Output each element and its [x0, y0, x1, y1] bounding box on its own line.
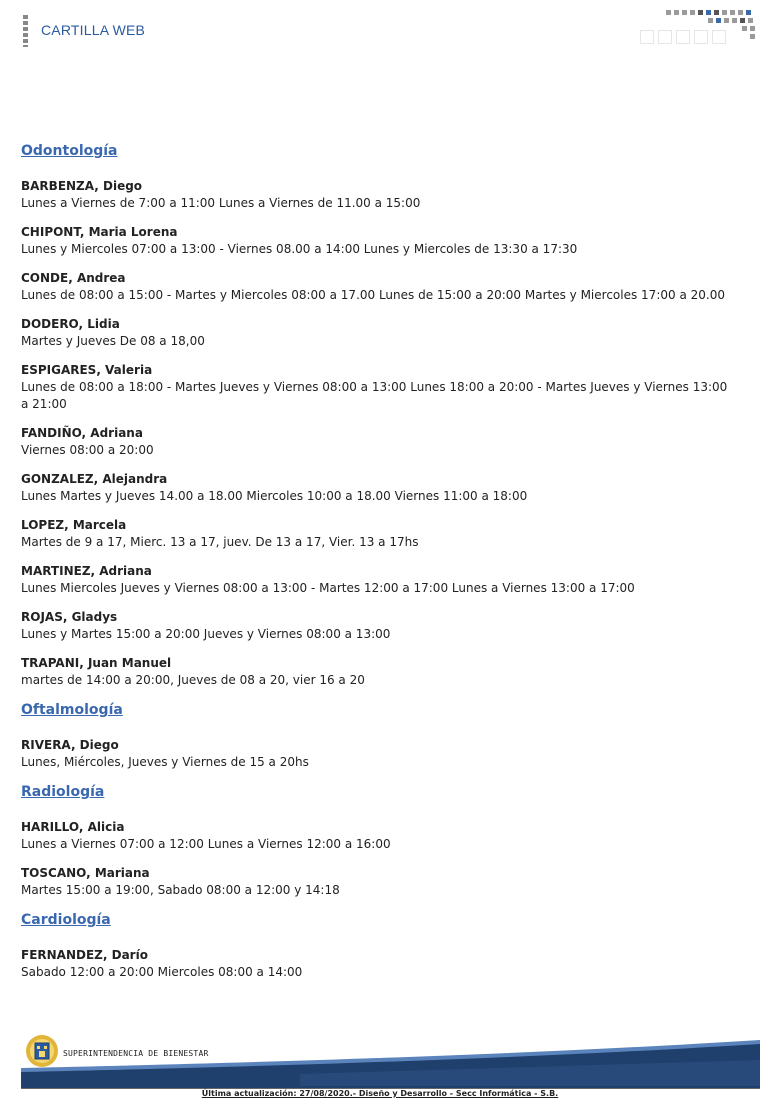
provider-entry — [21, 819, 736, 853]
provider-schedule: Lunes de 08:00 a 15:00 - Martes y Miercoles 08:00 a 17.00 Lunes de 15:00 a 20:00 Martes y Miercoles 17:00 a 20.00 — [21, 288, 725, 302]
specialty-title[interactable]: Radiología — [21, 784, 105, 800]
provider-list — [21, 178, 736, 689]
provider-schedule: Lunes a Viernes 07:00 a 12:00 Lunes a Viernes 12:00 a 16:00 — [21, 837, 391, 851]
specialty-title[interactable]: Cardiología — [21, 912, 111, 928]
provider-name: TOSCANO, Mariana — [21, 866, 150, 880]
provider-name: RIVERA, Diego — [21, 738, 119, 752]
provider-entry — [21, 517, 736, 551]
provider-schedule: Lunes de 08:00 a 18:00 - Martes Jueves y Viernes 08:00 a 13:00 Lunes 18:00 a 20:00 - Martes Jueves y Viernes 13:00 a 21:00 — [21, 380, 728, 411]
provider-name: CHIPONT, Maria Lorena — [21, 225, 178, 239]
provider-schedule: Lunes Miercoles Jueves y Viernes 08:00 a 13:00 - Martes 12:00 a 17:00 Lunes a Viernes 13:00 a 17:00 — [21, 581, 635, 595]
provider-schedule: Lunes Martes y Jueves 14.00 a 18.00 Miercoles 10:00 a 18.00 Viernes 11:00 a 18:00 — [21, 489, 528, 503]
provider-name: HARILLO, Alicia — [21, 820, 125, 834]
provider-schedule: Lunes, Miércoles, Jueves y Viernes de 15 a 20hs — [21, 755, 309, 769]
page-footer — [0, 1030, 760, 1102]
provider-entry — [21, 471, 736, 505]
provider-schedule: Sabado 12:00 a 20:00 Miercoles 08:00 a 14:00 — [21, 965, 303, 979]
provider-name: FERNANDEZ, Darío — [21, 948, 148, 962]
page-header — [0, 0, 760, 60]
last-updated-text: Última actualización: 27/08/2020.- Diseño y Desarrollo - Secc Informática - S.B. — [201, 1089, 559, 1098]
provider-name: GONZALEZ, Alejandra — [21, 472, 168, 486]
provider-name: BARBENZA, Diego — [21, 179, 143, 193]
provider-entry — [21, 270, 736, 304]
directory-content — [21, 140, 736, 993]
provider-schedule: Viernes 08:00 a 20:00 — [21, 443, 154, 457]
provider-entry — [21, 178, 736, 212]
provider-schedule: Martes 15:00 a 19:00, Sabado 08:00 a 12:00 y 14:18 — [21, 883, 340, 897]
provider-name: ESPIGARES, Valeria — [21, 363, 153, 377]
provider-name: TRAPANI, Juan Manuel — [21, 656, 172, 670]
provider-entry — [21, 655, 736, 689]
provider-schedule: Lunes a Viernes de 7:00 a 11:00 Lunes a Viernes de 11.00 a 15:00 — [21, 196, 421, 210]
provider-schedule: Lunes y Miercoles 07:00 a 13:00 - Viernes 08.00 a 14:00 Lunes y Miercoles de 13:30 a 17:30 — [21, 242, 578, 256]
provider-list — [21, 737, 736, 771]
provider-list — [21, 819, 736, 899]
provider-name: LOPEZ, Marcela — [21, 518, 127, 532]
specialty-section — [21, 781, 736, 899]
provider-schedule: Lunes y Martes 15:00 a 20:00 Jueves y Viernes 08:00 a 13:00 — [21, 627, 391, 641]
provider-entry — [21, 224, 736, 258]
provider-name: MARTINEZ, Adriana — [21, 564, 152, 578]
institution-seal-icon — [25, 1034, 59, 1068]
provider-entry — [21, 362, 736, 413]
header-title: CARTILLA WEB — [41, 22, 146, 38]
provider-entry — [21, 316, 736, 350]
provider-list — [21, 947, 736, 981]
header-bar-decoration — [23, 15, 28, 47]
provider-schedule: Martes y Jueves De 08 a 18,00 — [21, 334, 205, 348]
footer-swoosh-decoration — [0, 1030, 760, 1090]
provider-name: FANDIÑO, Adriana — [21, 426, 143, 440]
specialty-section — [21, 699, 736, 771]
specialty-section — [21, 909, 736, 981]
specialty-section — [21, 140, 736, 689]
specialty-title[interactable]: Oftalmología — [21, 702, 123, 718]
provider-name: ROJAS, Gladys — [21, 610, 118, 624]
provider-schedule: martes de 14:00 a 20:00, Jueves de 08 a 20, vier 16 a 20 — [21, 673, 365, 687]
provider-entry — [21, 947, 736, 981]
provider-entry — [21, 425, 736, 459]
specialty-title[interactable]: Odontología — [21, 143, 118, 159]
provider-entry — [21, 737, 736, 771]
provider-entry — [21, 563, 736, 597]
header-pattern-decoration — [638, 10, 760, 48]
provider-name: DODERO, Lidia — [21, 317, 120, 331]
provider-entry — [21, 609, 736, 643]
provider-name: CONDE, Andrea — [21, 271, 126, 285]
provider-schedule: Martes de 9 a 17, Mierc. 13 a 17, juev. De 13 a 17, Vier. 13 a 17hs — [21, 535, 419, 549]
organization-name: SUPERINTENDENCIA DE BIENESTAR — [63, 1049, 209, 1058]
provider-entry — [21, 865, 736, 899]
